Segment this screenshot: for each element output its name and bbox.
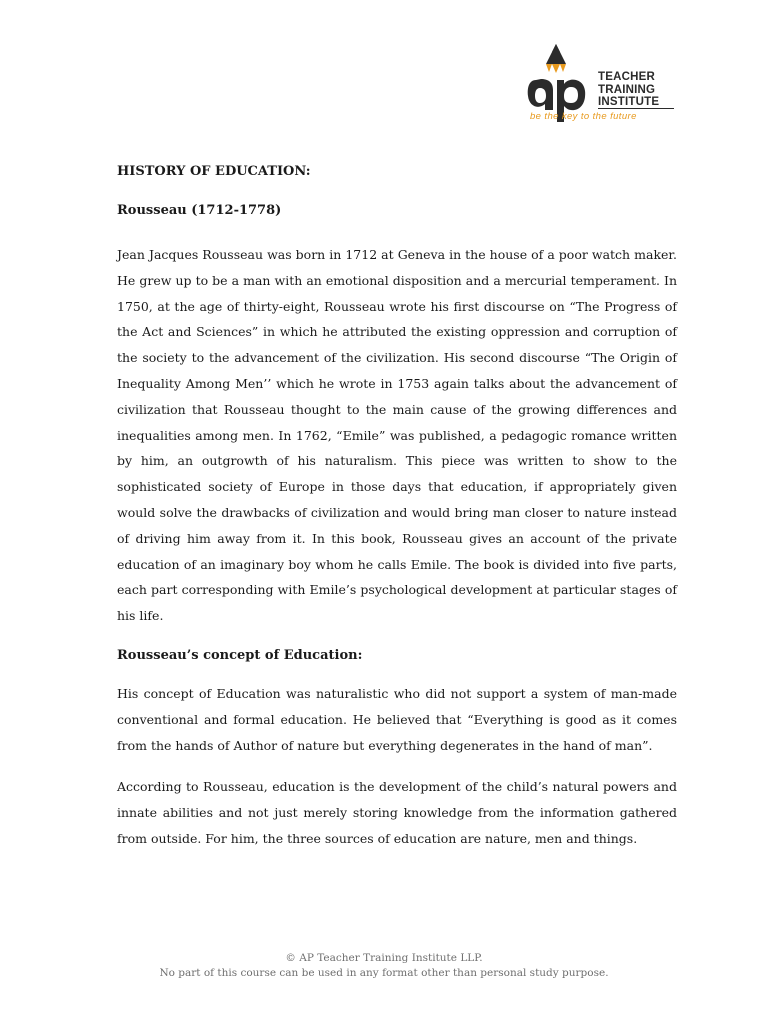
- logo-wordmark: [598, 71, 659, 109]
- logo-word-teacher: TEACHER: [598, 71, 655, 83]
- footer-copyright: © AP Teacher Training Institute LLP.: [285, 952, 483, 964]
- section-title: HISTORY OF EDUCATION:: [117, 164, 311, 179]
- page-footer: [0, 951, 768, 981]
- ap-logo: [526, 42, 676, 126]
- paragraph-sources: According to Rousseau, education is the development of the child’s natural powers and innate abilities and not just merely storing knowledge from the information gathered from outside. For him, the three sources of education are nature, men and things.: [117, 779, 677, 846]
- document-body: [117, 161, 677, 868]
- paragraph-biography: Jean Jacques Rousseau was born in 1712 at Geneva in the house of a poor watch maker. He grew up to be a man with an emotional disposition and a mercurial temperament. In 1750, at the age of thirty-eight, Rousseau wrote his first discourse on “The Progress of the Act and Sciences” in which he attributed the existing oppression and corruption of the society to the advancement of the civilization. His second discourse “The Origin of Inequality Among Men’’ which he wrote in 1753 again talks about the advancement of civilization that Rousseau thought to the main cause of the growing differences and inequalities among men. In 1762, “Emile” was published, a pedagogic romance written by him, an outgrowth of his naturalism. This piece was written to show to the sophisticated society of Europe in those days that education, if appropriately given would solve the drawbacks of civilization and would bring man closer to nature instead of driving him away from it. In this book, Rousseau gives an account of the private education of an imaginary boy whom he calls Emile. The book is divided into five parts, each part corresponding with Emile’s psychological development at particular stages of his life.: [117, 247, 677, 624]
- subsection-title: Rousseau (1712-1778): [117, 203, 282, 218]
- logo-rule: [598, 108, 674, 109]
- logo-word-institute: INSTITUTE: [598, 96, 660, 108]
- logo-tagline: be the key to the future: [530, 111, 637, 122]
- concept-title: Rousseau’s concept of Education:: [117, 647, 363, 663]
- logo-word-training: TRAINING: [598, 83, 656, 96]
- footer-notice: No part of this course can be used in any format other than personal study purpose.: [159, 967, 609, 979]
- paragraph-concept: His concept of Education was naturalistic who did not support a system of man-made conventional and formal education. He believed that “Everything is good as it comes from the hands of Author of nature but everything degenerates in the hand of man”.: [117, 685, 677, 753]
